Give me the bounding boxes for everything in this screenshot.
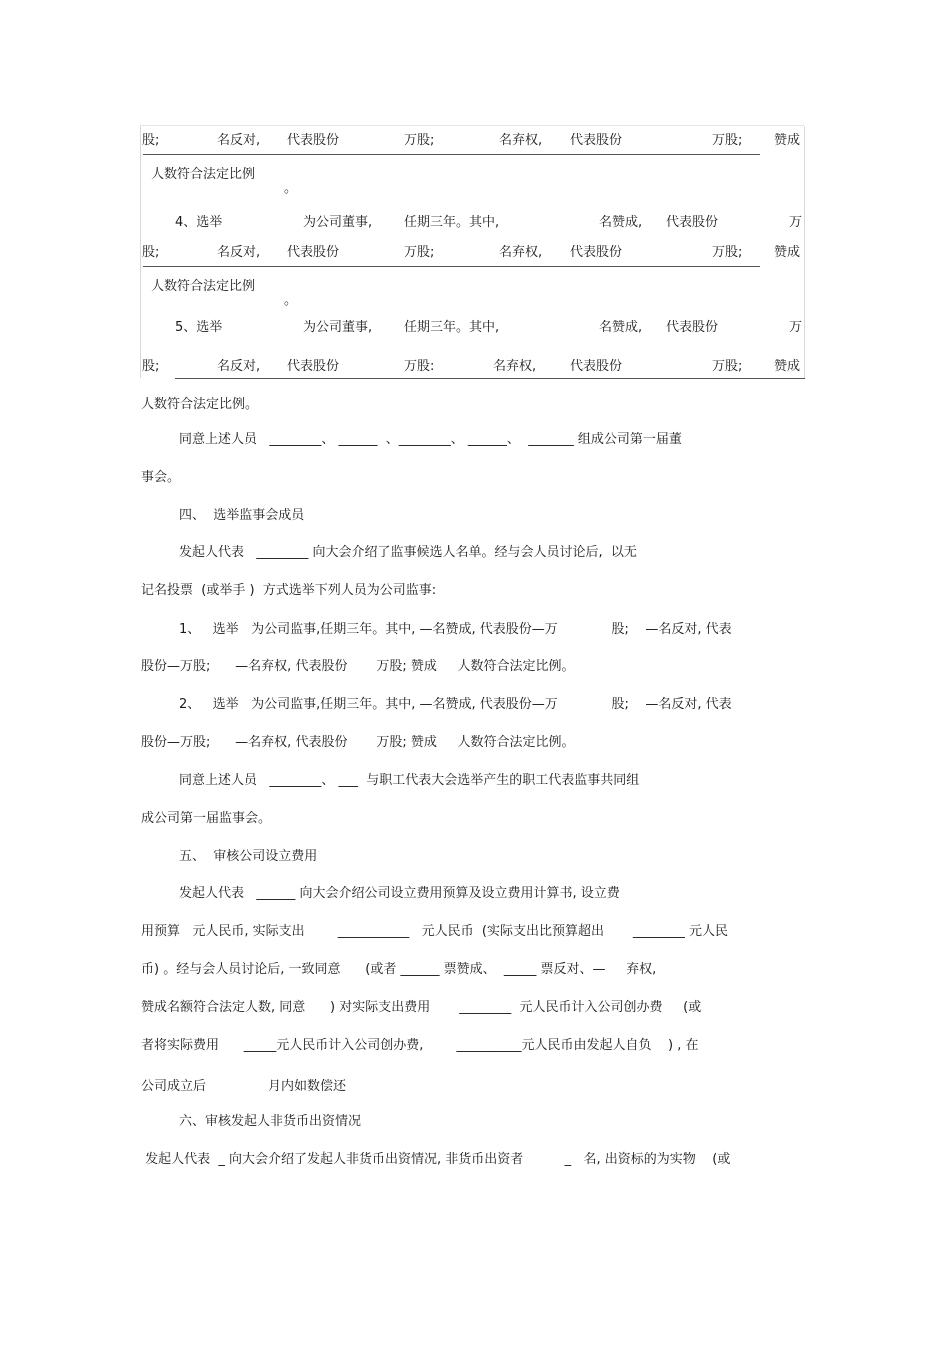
cell-text: 股; bbox=[142, 359, 160, 374]
section-heading: 四、 选举监事会成员 bbox=[179, 508, 305, 523]
body-text-line: 者将实际费用 _____元人民币计入公司创办费, __________元人民币由发起人自负 ) , 在 bbox=[141, 1038, 699, 1053]
cell-text: 代表股份 bbox=[570, 245, 623, 260]
cell-text: 名反对, bbox=[217, 359, 261, 374]
cell-text: 名赞成, bbox=[599, 215, 643, 230]
body-text-line: 股份—万股; —名弃权, 代表股份 万股; 赞成 人数符合法定比例。 bbox=[141, 659, 575, 674]
cell-text: 名弃权, bbox=[499, 245, 543, 260]
cell-text: 任期三年。其中, bbox=[404, 320, 500, 335]
body-text-line: 发起人代表 _ 向大会介绍了发起人非货币出资情况, 非货币出资者 _ 名, 出资标的为实物 (或 bbox=[141, 1152, 731, 1167]
cell-text: 名弃权, bbox=[493, 359, 537, 374]
cell-text: 4、选举 bbox=[175, 215, 223, 230]
cell-text: 赞成 bbox=[774, 359, 801, 374]
cell-text: 代表股份 bbox=[287, 245, 340, 260]
cell-text: 。 bbox=[284, 181, 298, 196]
cell-text: 代表股份 bbox=[570, 133, 623, 148]
cell-text: 人数符合法定比例 bbox=[151, 167, 256, 182]
cell-text: 万 bbox=[789, 215, 803, 230]
body-text-line: 事会。 bbox=[141, 470, 181, 485]
cell-text: 名反对, bbox=[217, 245, 261, 260]
cell-text: 股; bbox=[142, 133, 160, 148]
body-text-line: 发起人代表 ________ 向大会介绍了监事候选人名单。经与会人员讨论后, 以无 bbox=[179, 545, 637, 560]
section-heading: 六、审核发起人非货币出资情况 bbox=[179, 1114, 362, 1129]
cell-text: 代表股份 bbox=[666, 215, 719, 230]
cell-text: 股; bbox=[142, 245, 160, 260]
cell-text: 为公司董事, bbox=[303, 320, 373, 335]
cell-text: 代表股份 bbox=[287, 133, 340, 148]
cell-text: 赞成 bbox=[774, 133, 801, 148]
body-text-line: 记名投票 (或举手 ) 方式选举下列人员为公司监事: bbox=[141, 583, 437, 598]
table-left-border bbox=[140, 126, 141, 378]
body-text-line: 同意上述人员 ________、 ___ 与职工代表大会选举产生的职工代表监事共同组 bbox=[179, 773, 640, 788]
cell-text: 名反对, bbox=[217, 133, 261, 148]
cell-text: 代表股份 bbox=[666, 320, 719, 335]
table-right-border bbox=[804, 126, 805, 378]
body-text-line: 公司成立后 月内如数偿还 bbox=[141, 1079, 346, 1094]
body-text-line: 赞成名额符合法定人数, 同意 ) 对实际支出费用 ________ 元人民币计入公司创办费 (或 bbox=[141, 1000, 702, 1015]
cell-text: 万股; bbox=[712, 245, 743, 260]
body-text-line: 1、 选举 为公司监事,任期三年。其中, —名赞成, 代表股份—万 股; —名反对, 代表 bbox=[179, 622, 732, 637]
cell-text: 万股: bbox=[404, 359, 435, 374]
cell-text: 万 bbox=[789, 320, 803, 335]
body-text-line: 币) 。经与会人员讨论后, 一致同意 (或者 ______ 票赞成、 _____ 票反对、— 弃权, bbox=[141, 962, 657, 977]
underline-rule bbox=[143, 154, 760, 155]
body-text-line: 人数符合法定比例。 bbox=[141, 397, 259, 412]
cell-text: 任期三年。其中, bbox=[404, 215, 500, 230]
cell-text: 代表股份 bbox=[570, 359, 623, 374]
section-heading: 五、 审核公司设立费用 bbox=[179, 849, 318, 864]
cell-text: 为公司董事, bbox=[303, 215, 373, 230]
body-text-line: 用预算 元人民币, 实际支出 ___________ 元人民币 (实际支出比预算超出 ________ 元人民 bbox=[141, 924, 729, 939]
cell-text: 代表股份 bbox=[287, 359, 340, 374]
cell-text: 万股; bbox=[404, 133, 435, 148]
cell-text: 万股; bbox=[712, 359, 743, 374]
cell-text: 名弃权, bbox=[499, 133, 543, 148]
cell-text: 名赞成, bbox=[599, 320, 643, 335]
cell-text: 人数符合法定比例 bbox=[151, 279, 256, 294]
body-text-line: 发起人代表 ______ 向大会介绍公司设立费用预算及设立费用计算书, 设立费 bbox=[179, 886, 620, 901]
cell-text: 。 bbox=[284, 293, 298, 308]
cell-text: 5、选举 bbox=[175, 320, 223, 335]
cell-text: 万股; bbox=[404, 245, 435, 260]
body-text-line: 成公司第一届监事会。 bbox=[141, 811, 272, 826]
body-text-line: 同意上述人员 ________、 ______ 、________、 ______、 _______ 组成公司第一届董 bbox=[179, 432, 682, 447]
cell-text: 赞成 bbox=[774, 245, 801, 260]
body-text-line: 2、 选举 为公司监事,任期三年。其中, —名赞成, 代表股份—万 股; —名反对, 代表 bbox=[179, 697, 732, 712]
table-top-border bbox=[140, 125, 804, 126]
cell-text: 万股; bbox=[712, 133, 743, 148]
underline-rule bbox=[175, 378, 805, 379]
underline-rule bbox=[143, 266, 760, 267]
body-text-line: 股份—万股; —名弃权, 代表股份 万股; 赞成 人数符合法定比例。 bbox=[141, 735, 575, 750]
